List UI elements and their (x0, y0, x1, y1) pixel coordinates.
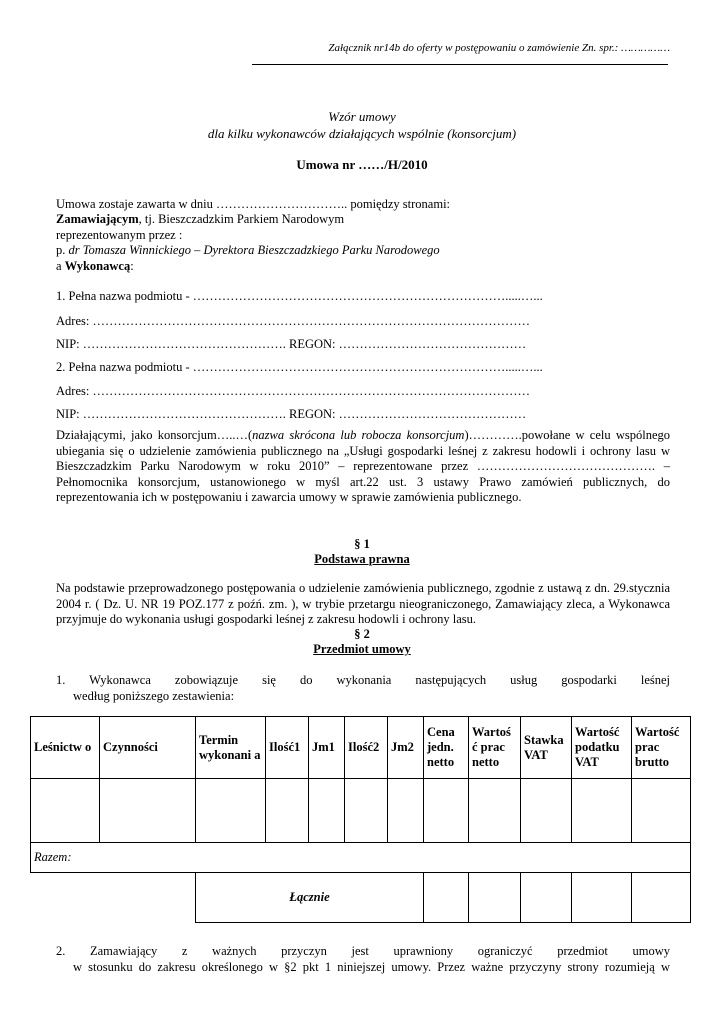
th-wartosc-vat: Wartość podatku VAT (572, 717, 632, 779)
th-jm2: Jm2 (388, 717, 424, 779)
contract-number: Umowa nr ……/H/2010 (296, 157, 428, 172)
table-cell (196, 779, 266, 843)
doc-title: Wzór umowy (328, 109, 396, 124)
contractor-1-name: 1. Pełna nazwa podmiotu - ………………………………………………………………….....…... (56, 289, 543, 303)
intro-line-4 (56, 243, 670, 258)
th-czynnosci: Czynności (100, 717, 196, 779)
intro-line-1: Umowa zostaje zawarta w dniu ………………………….. pomiędzy stronami: (56, 197, 451, 211)
party-contractor: Wykonawcą (64, 259, 131, 273)
contractor-2-nip-regon: NIP: …………………………………………. REGON: ……………………………………… (56, 407, 527, 421)
th-wartosc-brutto: Wartość prac brutto (632, 717, 691, 779)
section-2-item-1-b: według poniższego zestawienia: (73, 689, 235, 703)
party-client-desc: , tj. Bieszczadzkim Parkiem Narodowym (138, 212, 345, 226)
party-client: Zamawiającym (56, 212, 139, 226)
table-cell (572, 779, 632, 843)
table-spacer (31, 873, 196, 923)
contractor-2-address: Adres: …………………………………………………………………………………………… (56, 384, 530, 398)
section-2-title: Przedmiot umowy (313, 642, 411, 656)
table-cell (345, 779, 388, 843)
contractor-prefix: a (56, 259, 65, 273)
table-cell (31, 779, 100, 843)
razem-label: Razem: (31, 843, 691, 873)
table-cell (521, 873, 572, 923)
consortium-text-b: )………….powołane w celu wspólnego ubiegania się o udzielenie zamówienia publicznego na „Usługi gospodarki leśnej z zakresu hodowli i ochrony lasu w Bieszczadzkim Parku Narodowym w roku 2010” – reprezentowane przez ……………………………………. – Pełnomocnika konsorcjum, ustanowionego w myśl art.22 ust. 3 ustawy Prawo zamówień publicznych, do reprezentowania ich w postępowaniu i zawarcia umowy w sprawie zamówienia publicznego. (56, 428, 670, 504)
contractor-1-address: Adres: …………………………………………………………………………………………… (56, 314, 530, 328)
item-2-a: 2. Zamawiający z ważnych przyczyn jest uprawniony ograniczyć przedmiot umowy (56, 944, 670, 958)
table-cell (521, 779, 572, 843)
table-header-row (31, 717, 691, 779)
intro-line-5 (56, 259, 670, 274)
th-jm1: Jm1 (309, 717, 345, 779)
lacznie-row (31, 873, 691, 923)
th-termin: Termin wykonani a (196, 717, 266, 779)
consortium-text-a: Działającymi, jako konsorcjum…..…( (56, 428, 253, 442)
attachment-header: Załącznik nr14b do oferty w postępowaniu o zamówienie Zn. spr.: …………… (328, 42, 670, 54)
table-cell (572, 873, 632, 923)
intro-line-3: reprezentowanym przez : (56, 228, 183, 242)
rep-prefix: p. (56, 243, 69, 257)
header-rule (252, 64, 668, 65)
section-2-number: § 2 (354, 627, 370, 641)
table-cell (309, 779, 345, 843)
th-stawka-vat: Stawka VAT (521, 717, 572, 779)
th-ilosc1: Ilość1 (266, 717, 309, 779)
doc-subtitle: dla kilku wykonawców działających wspólnie (konsorcjum) (207, 126, 517, 141)
section-2-item-1-a: 1. Wykonawca zobowiązuje się do wykonania następujących usług gospodarki leśnej (56, 673, 670, 687)
table-cell (266, 779, 309, 843)
table-cell (424, 873, 469, 923)
consortium-paragraph (56, 428, 670, 506)
table-cell (100, 779, 196, 843)
section-1-text: Na podstawie przeprowadzonego postępowania o udzielenie zamówienia publicznego, zgodnie z ustawą z dn. 29.stycznia 2004 r. ( Dz. U. NR 19 POZ.177 z poźń. zm. ), w trybie przetargu nieograniczonego, Zamawiający zleca, a Wykonawca przyjmuje do wykonania usługi gospodarki leśnej z zakresu hodowli i ochrony lasu. (56, 581, 670, 626)
contractor-suffix: : (130, 259, 134, 273)
section-1-title: Podstawa prawna (314, 552, 410, 566)
table-cell (469, 873, 521, 923)
table-cell (632, 873, 691, 923)
consortium-name-hint: nazwa skrócona lub robocza konsorcjum (252, 428, 465, 442)
th-wartosc-netto: Wartoś ć prac netto (469, 717, 521, 779)
table-cell (469, 779, 521, 843)
table-cell (424, 779, 469, 843)
services-table (30, 716, 691, 923)
table-cell (388, 779, 424, 843)
th-ilosc2: Ilość2 (345, 717, 388, 779)
table-cell (632, 779, 691, 843)
section-1-number: § 1 (354, 537, 370, 551)
contractor-1-nip-regon: NIP: …………………………………………. REGON: ……………………………………… (56, 337, 527, 351)
contractor-2-name: 2. Pełna nazwa podmiotu - ………………………………………………………………….....…... (56, 360, 543, 374)
intro-line-2 (56, 212, 670, 227)
razem-row (31, 843, 691, 873)
table-row (31, 779, 691, 843)
representative: dr Tomasza Winnickiego – Dyrektora Bieszczadzkiego Parku Narodowego (68, 243, 440, 257)
item-2-b: w stosunku do zakresu określonego w §2 pkt 1 niniejszej umowy. Przez ważne przyczyny strony rozumieją w (73, 960, 670, 974)
lacznie-label: Łącznie (196, 873, 424, 923)
th-cena: Cena jedn. netto (424, 717, 469, 779)
th-lesnictwo: Leśnictw o (31, 717, 100, 779)
